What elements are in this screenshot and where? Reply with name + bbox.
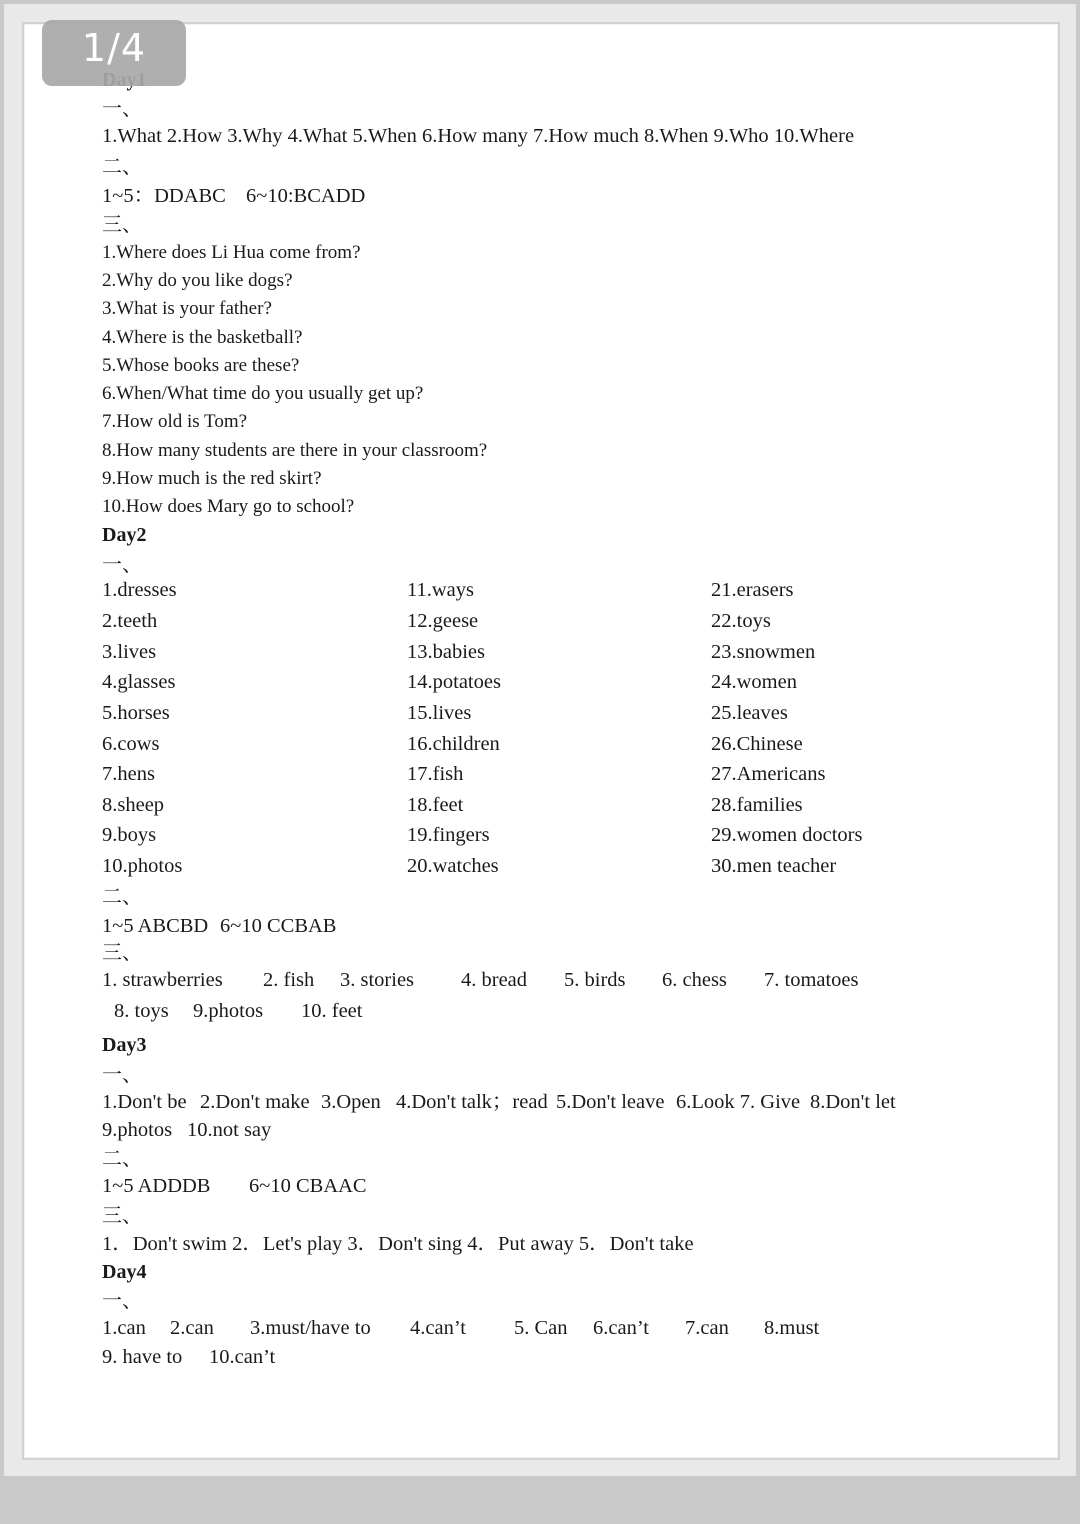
answer-item: 7.can xyxy=(685,1317,729,1339)
answer-item: 7. tomatoes xyxy=(764,969,859,991)
answer-item: 9.photos xyxy=(102,1119,173,1141)
day1-section3-line: 8.How many students are there in your classroom? xyxy=(102,440,488,461)
answer-group: 1~5 ADDDB xyxy=(102,1175,211,1197)
day3-section3-heading: 三、 xyxy=(102,1203,142,1227)
day3-title: Day3 xyxy=(102,1034,147,1056)
answer-item: 10. feet xyxy=(301,1000,363,1022)
day1-section3-line: 7.How old is Tom? xyxy=(102,411,248,432)
plural-answer: 22.toys xyxy=(711,610,771,632)
day1-section3-line: 3.What is your father? xyxy=(102,298,272,319)
answer-group: 1~5 ABCBD xyxy=(102,915,209,937)
plural-answer: 12.geese xyxy=(407,610,479,632)
answer-item: 5. Can xyxy=(514,1317,568,1339)
day1-section1-heading: 一、 xyxy=(102,96,142,120)
answer-item: 2. fish xyxy=(263,969,315,991)
answer-item: 8.Don't let xyxy=(810,1091,896,1113)
answer-item: 2.can xyxy=(170,1317,214,1339)
day2-section3-heading: 三、 xyxy=(102,940,142,964)
answer-item: 10.can’t xyxy=(209,1346,276,1368)
plural-answer: 10.photos xyxy=(102,855,183,877)
plural-answer: 7.hens xyxy=(102,763,155,785)
plural-answer: 17.fish xyxy=(407,763,464,785)
plural-answer: 11.ways xyxy=(407,579,474,601)
day1-section1-answers: 1.What 2.How 3.Why 4.What 5.When 6.How many 7.How much 8.When 9.Who 10.Where xyxy=(102,125,855,147)
answer-item: 3.must/have to xyxy=(250,1317,371,1339)
plural-answer: 3.lives xyxy=(102,641,157,663)
plural-answer: 19.fingers xyxy=(407,824,490,846)
answer-item: 5. birds xyxy=(564,969,626,991)
day1-section3-line: 10.How does Mary go to school? xyxy=(102,496,355,517)
day1-section3-line: 1.Where does Li Hua come from? xyxy=(102,242,361,263)
plural-answer: 2.teeth xyxy=(102,610,158,632)
day1-section3-line: 6.When/What time do you usually get up? xyxy=(102,383,424,404)
plural-answer: 13.babies xyxy=(407,641,485,663)
day1-section3-line: 5.Whose books are these? xyxy=(102,355,300,376)
plural-answer: 28.families xyxy=(711,794,803,816)
plural-answer: 1.dresses xyxy=(102,579,177,601)
plural-answer: 6.cows xyxy=(102,733,160,755)
day1-section3-line: 9.How much is the red skirt? xyxy=(102,468,322,489)
plural-answer: 9.boys xyxy=(102,824,157,846)
plural-answer: 27.Americans xyxy=(711,763,826,785)
answer-item: 6.Look 7. Give xyxy=(676,1091,801,1113)
day1-section2-heading: 二、 xyxy=(102,154,142,178)
answer-group: 1~5：DDABC xyxy=(102,185,226,207)
day2-section2-heading: 二、 xyxy=(102,884,142,908)
answer-item: 3. stories xyxy=(340,969,415,991)
plural-answer: 8.sheep xyxy=(102,794,165,816)
day4-title: Day4 xyxy=(102,1261,147,1283)
answer-group: 6~10 CCBAB xyxy=(220,915,337,937)
answer-item: 1.Don't be xyxy=(102,1091,187,1113)
day1-section3-heading: 三、 xyxy=(102,212,142,236)
plural-answer: 15.lives xyxy=(407,702,472,724)
answer-item: 6. chess xyxy=(662,969,727,991)
day2-title: Day2 xyxy=(102,524,147,546)
plural-answer: 26.Chinese xyxy=(711,733,803,755)
answer-item: 4. bread xyxy=(461,969,528,991)
plural-answer: 29.women doctors xyxy=(711,824,863,846)
answer-item: 1．Don't swim 2．Let's play 3．Don't sing 4．Put away 5．Don't take xyxy=(102,1233,694,1255)
answer-group: 6~10:BCADD xyxy=(246,185,366,207)
answer-group: 6~10 CBAAC xyxy=(249,1175,367,1197)
answer-item: 3.Open xyxy=(321,1091,381,1113)
plural-answer: 4.glasses xyxy=(102,671,176,693)
plural-answer: 23.snowmen xyxy=(711,641,816,663)
day3-section2-heading: 二、 xyxy=(102,1146,142,1170)
answer-item: 4.can’t xyxy=(410,1317,466,1339)
answer-item: 5.Don't leave xyxy=(556,1091,665,1113)
plural-answer: 16.children xyxy=(407,733,500,755)
day4-section1-row xyxy=(102,1346,276,1429)
answer-item: 6.can’t xyxy=(593,1317,649,1339)
day2-section1-heading: 一、 xyxy=(102,552,142,576)
answer-item: 10.not say xyxy=(187,1119,272,1141)
answer-item: 2.Don't make xyxy=(200,1091,310,1113)
answer-item: 8. toys xyxy=(114,1000,169,1022)
day3-section1-heading: 一、 xyxy=(102,1062,142,1086)
day1-section3-line: 4.Where is the basketball? xyxy=(102,327,303,348)
answer-item: 1.can xyxy=(102,1317,146,1339)
plural-answer: 30.men teacher xyxy=(711,855,837,877)
answer-item: 9.photos xyxy=(193,1000,264,1022)
plural-answer: 24.women xyxy=(711,671,797,693)
plural-answer: 25.leaves xyxy=(711,702,788,724)
answer-item: 1. strawberries xyxy=(102,969,223,991)
plural-answer: 20.watches xyxy=(407,855,499,877)
day1-section3-line: 2.Why do you like dogs? xyxy=(102,270,293,291)
answer-item: 4.Don't talk；read xyxy=(396,1091,548,1113)
plural-answer: 5.horses xyxy=(102,702,170,724)
day4-section1-heading: 一、 xyxy=(102,1288,142,1312)
answer-item: 9. have to xyxy=(102,1346,183,1368)
plural-answer: 21.erasers xyxy=(711,579,794,601)
plural-answer: 18.feet xyxy=(407,794,464,816)
page-indicator: 1/4 xyxy=(42,20,186,86)
answer-item: 8.must xyxy=(764,1317,820,1339)
plural-answer: 14.potatoes xyxy=(407,671,501,693)
